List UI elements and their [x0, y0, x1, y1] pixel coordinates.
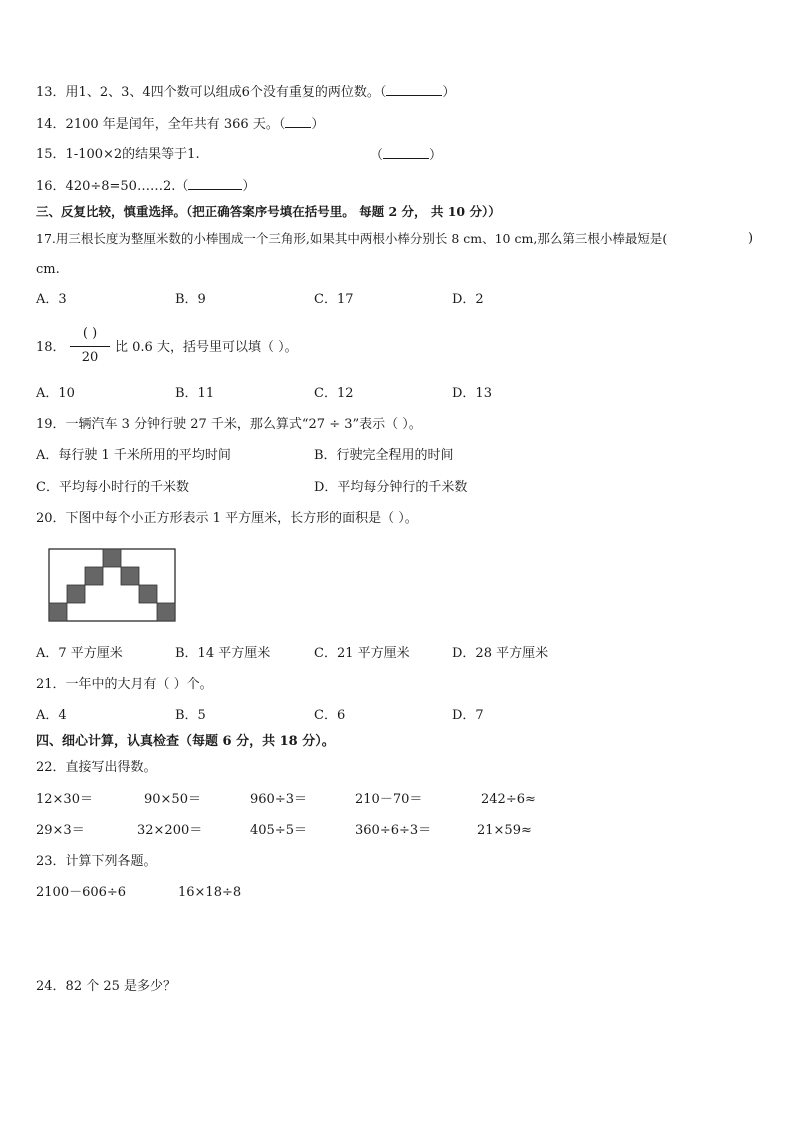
paren-close: ） — [442, 85, 456, 100]
option-d[interactable]: D．平均每分钟行的千米数 — [314, 480, 468, 495]
question-16 — [36, 178, 255, 195]
fraction-bar — [70, 346, 110, 347]
calc-item: 360÷6÷3＝ — [355, 823, 432, 838]
section-4-title: 四、细心计算，认真检查（每题 6 分，共 18 分）。 — [36, 734, 335, 749]
paren-close: ） — [429, 148, 443, 163]
answer-blank[interactable] — [285, 116, 311, 128]
option-c[interactable]: C．21 平方厘米 — [314, 646, 410, 661]
answer-blank[interactable] — [386, 84, 442, 96]
option-a[interactable]: A．4 — [36, 708, 67, 723]
option-c[interactable]: C．6 — [314, 708, 346, 723]
paren-open: （ — [370, 148, 384, 163]
question-19-text: 19．一辆汽车 3 分钟行驶 27 千米，那么算式“27 ÷ 3”表示（ ）。 — [36, 417, 422, 432]
calc-item: 960÷3＝ — [250, 792, 307, 807]
option-d[interactable]: D．2 — [452, 292, 484, 307]
fraction-denominator: 20 — [81, 350, 99, 365]
paren-close: ） — [311, 117, 325, 132]
calc-item: 16×18÷8 — [178, 885, 242, 900]
calc-item: 405÷5＝ — [250, 823, 307, 838]
answer-blank[interactable] — [188, 178, 242, 190]
rectangle-grid-figure — [48, 548, 178, 624]
option-c[interactable]: C．平均每小时行的千米数 — [36, 480, 189, 495]
question-17-paren-close: ) — [748, 231, 754, 246]
calc-item: 32×200＝ — [137, 823, 203, 838]
option-d[interactable]: D．7 — [452, 708, 484, 723]
fraction-numerator[interactable]: ( ) — [82, 326, 98, 341]
question-14-text: 14．2100 年是闰年，全年共有 366 天。（ — [36, 117, 286, 132]
question-15-text: 15．1-100×2的结果等于1. — [36, 147, 200, 162]
question-21-text: 21．一年中的大月有（ ）个。 — [36, 677, 213, 692]
option-c[interactable]: C．17 — [314, 292, 354, 307]
paren-close: ） — [242, 179, 256, 194]
option-d[interactable]: D．13 — [452, 386, 492, 401]
question-18-number: 18． — [36, 340, 66, 355]
fraction — [66, 326, 114, 368]
question-23-text: 23．计算下列各题。 — [36, 854, 157, 869]
question-22-text: 22．直接写出得数。 — [36, 760, 157, 775]
shaded-unit-square — [121, 567, 139, 585]
option-c[interactable]: C．12 — [314, 386, 354, 401]
calc-item: 90×50＝ — [144, 792, 201, 807]
option-b[interactable]: B．行驶完全程用的时间 — [314, 448, 454, 463]
shaded-unit-square — [103, 549, 121, 567]
option-b[interactable]: B．14 平方厘米 — [175, 646, 271, 661]
calc-item: 29×3＝ — [36, 823, 85, 838]
question-13 — [36, 84, 455, 101]
shaded-unit-square — [49, 603, 67, 621]
option-a[interactable]: A．每行驶 1 千米所用的平均时间 — [36, 448, 231, 463]
question-24-text: 24．82 个 25 是多少？ — [36, 979, 177, 994]
section-3-title: 三、反复比较，慎重选择。（把正确答案序号填在括号里。 每题 2 分， 共 10 分）） — [36, 204, 501, 219]
option-a[interactable]: A．7 平方厘米 — [36, 646, 123, 661]
option-b[interactable]: B．9 — [175, 292, 206, 307]
shaded-unit-square — [139, 585, 157, 603]
calc-item: 2100－606÷6 — [36, 885, 127, 900]
question-14 — [36, 116, 324, 133]
option-a[interactable]: A．10 — [36, 386, 75, 401]
answer-blank[interactable] — [383, 147, 429, 159]
question-17-line2: cm. — [36, 262, 60, 277]
shaded-unit-square — [157, 603, 175, 621]
question-13-text: 13．用1、2、3、4四个数可以组成6个没有重复的两位数。（ — [36, 85, 387, 100]
option-d[interactable]: D．28 平方厘米 — [452, 646, 549, 661]
question-15 — [36, 147, 200, 163]
calc-item: 210－70＝ — [355, 792, 423, 807]
calc-item: 242÷6≈ — [481, 792, 536, 807]
question-17-line1 — [36, 231, 667, 247]
shaded-unit-square — [67, 585, 85, 603]
question-16-text: 16．420÷8=50……2.（ — [36, 179, 189, 194]
calc-item: 21×59≈ — [477, 823, 532, 838]
option-b[interactable]: B．5 — [175, 708, 206, 723]
option-a[interactable]: A．3 — [36, 292, 67, 307]
calc-item: 12×30＝ — [36, 792, 93, 807]
question-18-text: 比 0.6 大，括号里可以填（ ）。 — [115, 340, 298, 355]
question-20-text: 20．下图中每个小正方形表示 1 平方厘米，长方形的面积是（ ）。 — [36, 511, 418, 526]
option-b[interactable]: B．11 — [175, 386, 215, 401]
question-15-answer — [370, 147, 442, 164]
shaded-unit-square — [85, 567, 103, 585]
question-17-text: 17.用三根长度为整厘米数的小棒围成一个三角形,如果其中两根小棒分别长 8 cm、10 cm,那么第三根小棒最短是( — [36, 231, 668, 246]
